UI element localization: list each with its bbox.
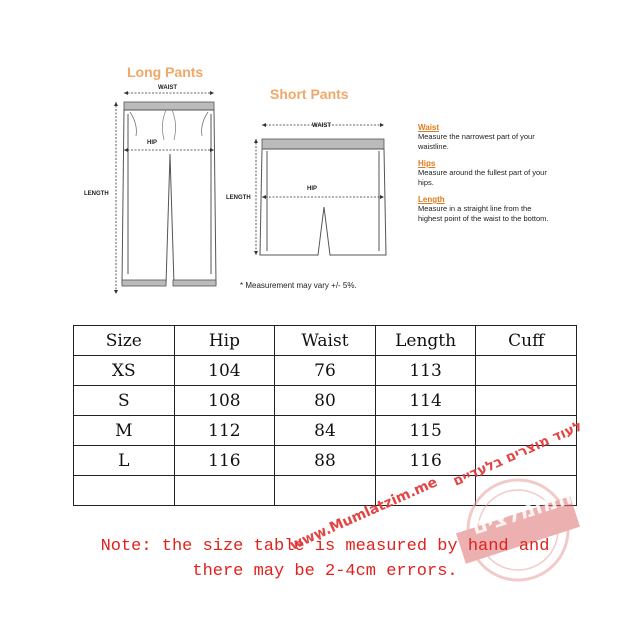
- cell-length: 115: [375, 416, 476, 446]
- short-hip-label: HIP: [307, 186, 318, 192]
- cell-waist: 88: [275, 446, 376, 476]
- table-row: [74, 356, 577, 386]
- watermark-stamp-text: המומלצים: [468, 484, 576, 541]
- measurement-legend: [418, 123, 618, 224]
- short-length-label: LENGTH: [226, 195, 251, 201]
- short-waist-label: WAIST: [312, 123, 331, 129]
- header-hip: Hip: [174, 326, 275, 356]
- legend-hips: [418, 159, 618, 188]
- cell-hip: 116: [174, 446, 275, 476]
- legend-waist: [418, 123, 618, 152]
- cell-hip: 112: [174, 416, 275, 446]
- cell-hip: [174, 476, 275, 506]
- legend-term: Waist: [418, 123, 440, 132]
- legend-desc-line: highest point of the waist to the bottom.: [418, 214, 549, 223]
- size-note: [60, 534, 590, 584]
- long-hip-label: HIP: [147, 140, 158, 146]
- long-pants-title: Long Pants: [127, 64, 204, 80]
- cell-waist: 84: [275, 416, 376, 446]
- cell-length: 113: [375, 356, 476, 386]
- long-waist-label: WAIST: [158, 85, 177, 91]
- cell-cuff: [476, 386, 577, 416]
- watermark-url-text: www.Mumlatzim.me: [287, 474, 440, 554]
- cell-length: 116: [375, 446, 476, 476]
- table-row: [74, 416, 577, 446]
- legend-desc-line: Measure the narrowest part of your: [418, 132, 535, 141]
- cell-size: XS: [74, 356, 175, 386]
- cell-waist: 80: [275, 386, 376, 416]
- measurement-variance-note: * Measurement may vary +/- 5%.: [240, 281, 357, 290]
- legend-desc-line: hips.: [418, 178, 434, 187]
- legend-length: [418, 195, 618, 224]
- cell-length: 114: [375, 386, 476, 416]
- legend-desc-line: waistline.: [418, 142, 449, 151]
- cell-waist: [275, 476, 376, 506]
- cell-hip: 104: [174, 356, 275, 386]
- legend-term: Length: [418, 195, 445, 204]
- header-cuff: Cuff: [476, 326, 577, 356]
- cell-size: M: [74, 416, 175, 446]
- header-length: Length: [375, 326, 476, 356]
- cell-size: S: [74, 386, 175, 416]
- legend-desc-line: Measure around the fullest part of your: [418, 168, 547, 177]
- cell-size: L: [74, 446, 175, 476]
- header-size: Size: [74, 326, 175, 356]
- table-header-row: [74, 326, 577, 356]
- size-note-line: Note: the size table is measured by hand and: [100, 537, 550, 556]
- header-waist: Waist: [275, 326, 376, 356]
- cell-size: [74, 476, 175, 506]
- legend-desc-line: Measure in a straight line from the: [418, 204, 532, 213]
- short-pants-illustration: [248, 115, 400, 275]
- table-row: [74, 386, 577, 416]
- watermark-hebrew-text: לעוד מוצרים בלעדיים: [450, 418, 585, 490]
- short-pants-title: Short Pants: [270, 86, 349, 102]
- cell-waist: 76: [275, 356, 376, 386]
- cell-cuff: [476, 356, 577, 386]
- size-note-line: there may be 2-4cm errors.: [192, 562, 458, 581]
- legend-term: Hips: [418, 159, 436, 168]
- cell-hip: 108: [174, 386, 275, 416]
- long-length-label: LENGTH: [84, 191, 109, 197]
